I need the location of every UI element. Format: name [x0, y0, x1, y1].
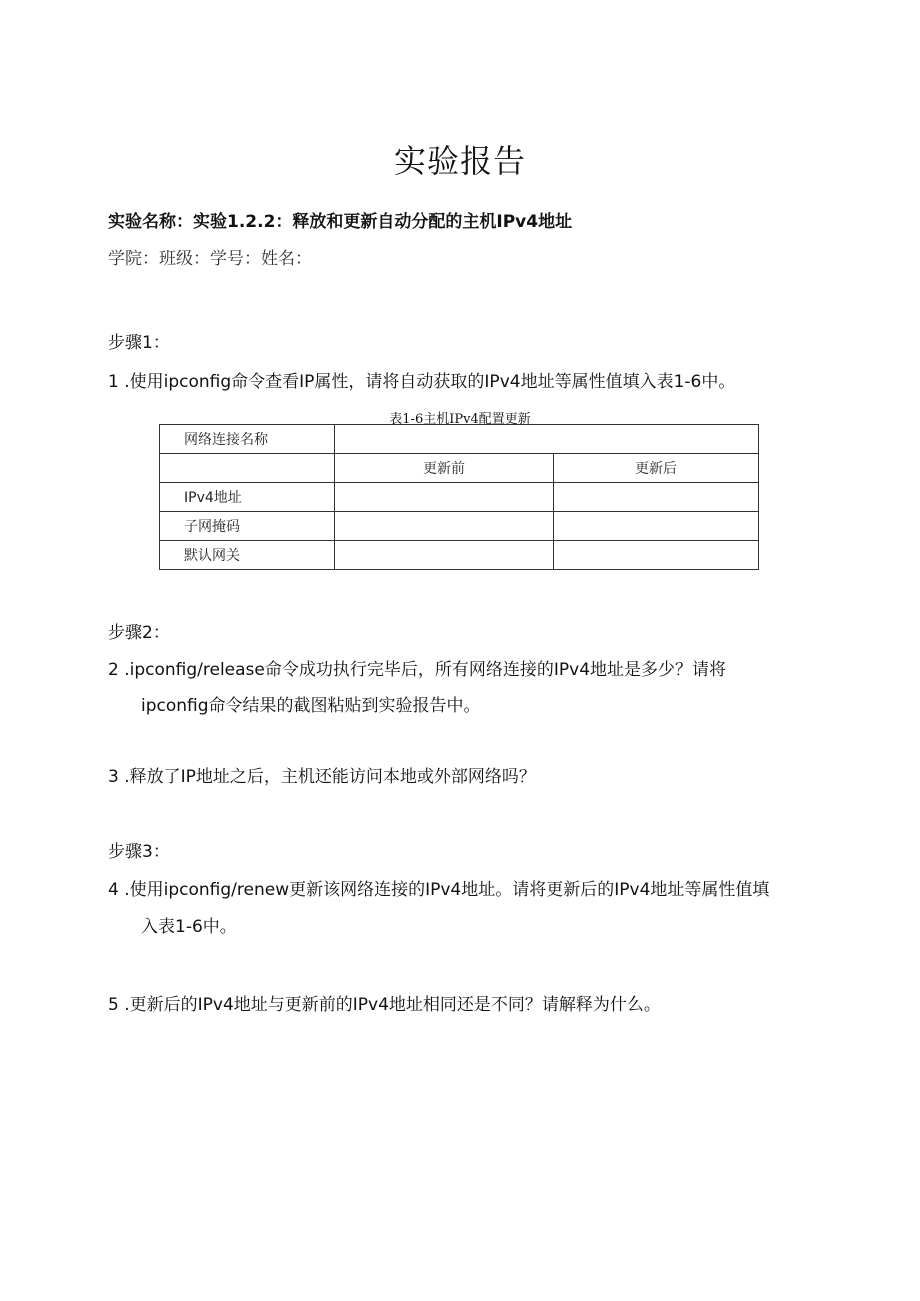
question-2-line1: 2 .ipconfig/release命令成功执行完毕后，所有网络连接的IPv4地址是多少？请将: [108, 660, 727, 680]
experiment-name: 实验名称：实验1.2.2：释放和更新自动分配的主机IPv4地址: [108, 212, 573, 232]
question-1: 1 .使用ipconfig命令查看IP属性，请将自动获取的IPv4地址等属性值填入表1-6中。: [108, 372, 736, 392]
row-label-subnet-mask: 子网掩码: [160, 512, 335, 541]
column-header-before: 更新前: [335, 454, 554, 483]
table-caption: 表1-6主机IPv4配置更新: [389, 412, 531, 427]
column-header-after: 更新后: [554, 454, 759, 483]
cell-mask-after[interactable]: [554, 512, 759, 541]
question-3: 3 .释放了IP地址之后，主机还能访问本地或外部网络吗？: [108, 767, 536, 787]
header-blank-cell: [160, 454, 335, 483]
table-row: [160, 512, 759, 541]
table-row: [160, 454, 759, 483]
cell-connection-name[interactable]: [335, 425, 759, 454]
step3-heading: 步骤3：: [108, 842, 170, 862]
cell-gateway-before[interactable]: [335, 541, 554, 570]
cell-gateway-after[interactable]: [554, 541, 759, 570]
table-row: [160, 483, 759, 512]
step2-heading: 步骤2：: [108, 623, 170, 643]
question-5: 5 .更新后的IPv4地址与更新前的IPv4地址相同还是不同？请解释为什么。: [108, 995, 661, 1015]
question-4-line1: 4 .使用ipconfig/renew更新该网络连接的IPv4地址。请将更新后的IPv4地址等属性值填: [108, 880, 770, 900]
row-label-connection-name: 网络连接名称: [160, 425, 335, 454]
cell-mask-before[interactable]: [335, 512, 554, 541]
row-label-default-gateway: 默认网关: [160, 541, 335, 570]
table-row: [160, 541, 759, 570]
question-2-line2: ipconfig命令结果的截图粘贴到实验报告中。: [141, 696, 481, 716]
cell-ipv4-after[interactable]: [554, 483, 759, 512]
question-4-line2: 入表1-6中。: [141, 917, 237, 937]
table-row: [160, 425, 759, 454]
step1-heading: 步骤1：: [108, 333, 170, 353]
report-title: 实验报告: [393, 142, 526, 180]
cell-ipv4-before[interactable]: [335, 483, 554, 512]
row-label-ipv4: IPv4地址: [160, 483, 335, 512]
student-info-line: 学院：班级：学号：姓名：: [108, 249, 312, 269]
ipv4-config-table: [159, 424, 759, 570]
